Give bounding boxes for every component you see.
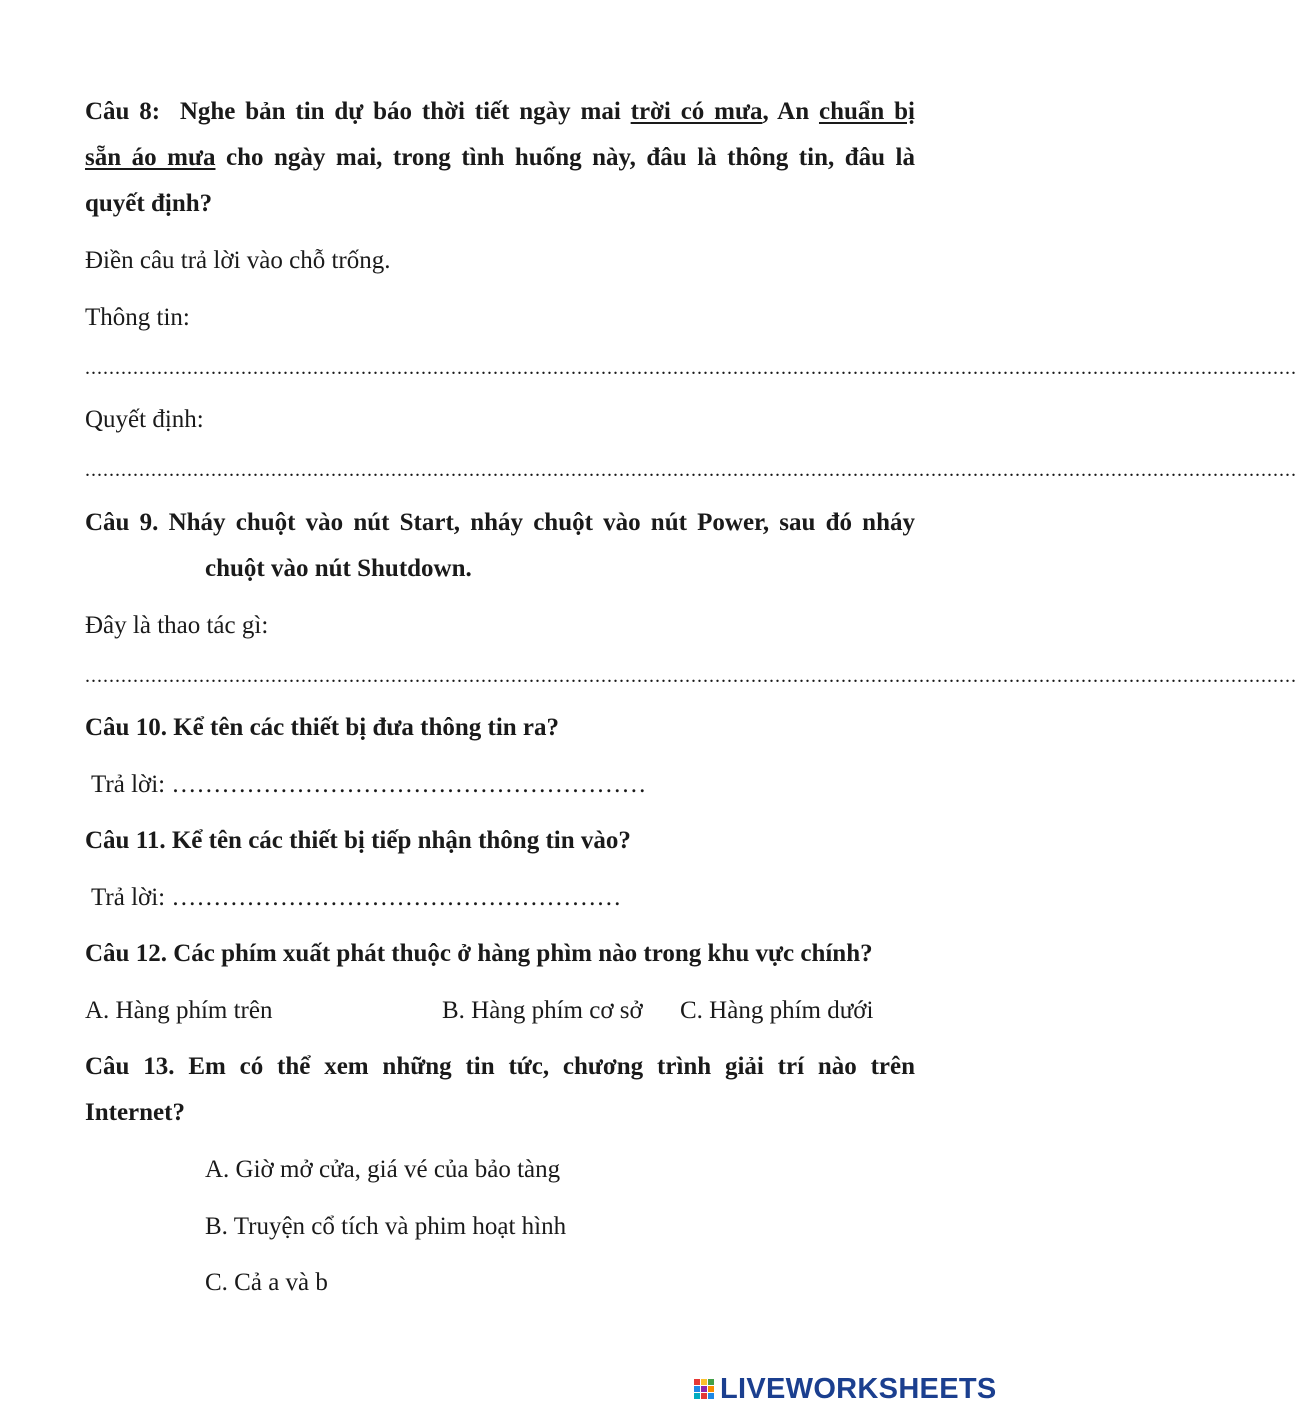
q13-option-b[interactable]: B. Truyện cổ tích và phim hoạt hình [205,1213,567,1240]
q8-underline-prepare: chuẩn bị [818,98,915,125]
liveworksheets-grid-icon [694,1379,714,1399]
q12-question: Câu 12. Các phím xuất phát thuộc ở hàng phìm nào trong khu vực chính? [85,940,873,967]
q12-option-c[interactable]: C. Hàng phím dưới [680,997,874,1024]
q13-line-1: Câu 13. Em có thể xem những tin tức, chương trình giải trí nào trên [85,1053,915,1080]
q12-option-b[interactable]: B. Hàng phím cơ sở [442,997,643,1024]
q9-answer-field[interactable]: .......................................................................................................................................................................................................... [85,665,1297,687]
q9-prompt: Đây là thao tác gì: [85,612,269,639]
q13-line-2: Internet? [85,1099,185,1126]
liveworksheets-logo[interactable] [694,1372,997,1406]
q8-underline-rain: trời có mưa [630,98,763,125]
q9-line-2: chuột vào nút Shutdown. [205,555,472,582]
q13-option-a[interactable]: A. Giờ mở cửa, giá vé của bảo tàng [205,1156,561,1183]
q11-answer-field[interactable]: Trả lời: ……………………………………………… [91,884,622,911]
q8-decision-answer-field[interactable]: .......................................................................................................................................................................................................... [85,459,1297,481]
q8-decision-label: Quyết định: [85,406,204,433]
q13-option-c[interactable]: C. Cả a và b [205,1269,328,1296]
q8-line-3: quyết định? [85,190,213,217]
logo-text: LIVEWORKSHEETS [720,1372,997,1405]
q10-question: Câu 10. Kể tên các thiết bị đưa thông tin ra? [85,714,560,741]
q10-answer-field[interactable]: Trả lời: ………………………………………………… [91,771,647,798]
q8-instruction: Điền câu trả lời vào chỗ trống. [85,247,391,274]
q8-line-1: Câu 8: Nghe bản tin dự báo thời tiết ngày mai trời có mưa, An chuẩn bị [85,98,915,125]
q8-info-answer-field[interactable]: .......................................................................................................................................................................................................... [85,357,1297,379]
q8-underline-raincoat: sẵn áo mưa [85,144,216,171]
q11-question: Câu 11. Kể tên các thiết bị tiếp nhận thông tin vào? [85,827,631,854]
q8-line-2: sẵn áo mưa cho ngày mai, trong tình huống này, đâu là thông tin, đâu là [85,144,915,171]
q9-line-1: Câu 9. Nháy chuột vào nút Start, nháy chuột vào nút Power, sau đó nháy [85,509,915,536]
q8-info-label: Thông tin: [85,304,190,331]
q12-option-a[interactable]: A. Hàng phím trên [85,997,273,1024]
